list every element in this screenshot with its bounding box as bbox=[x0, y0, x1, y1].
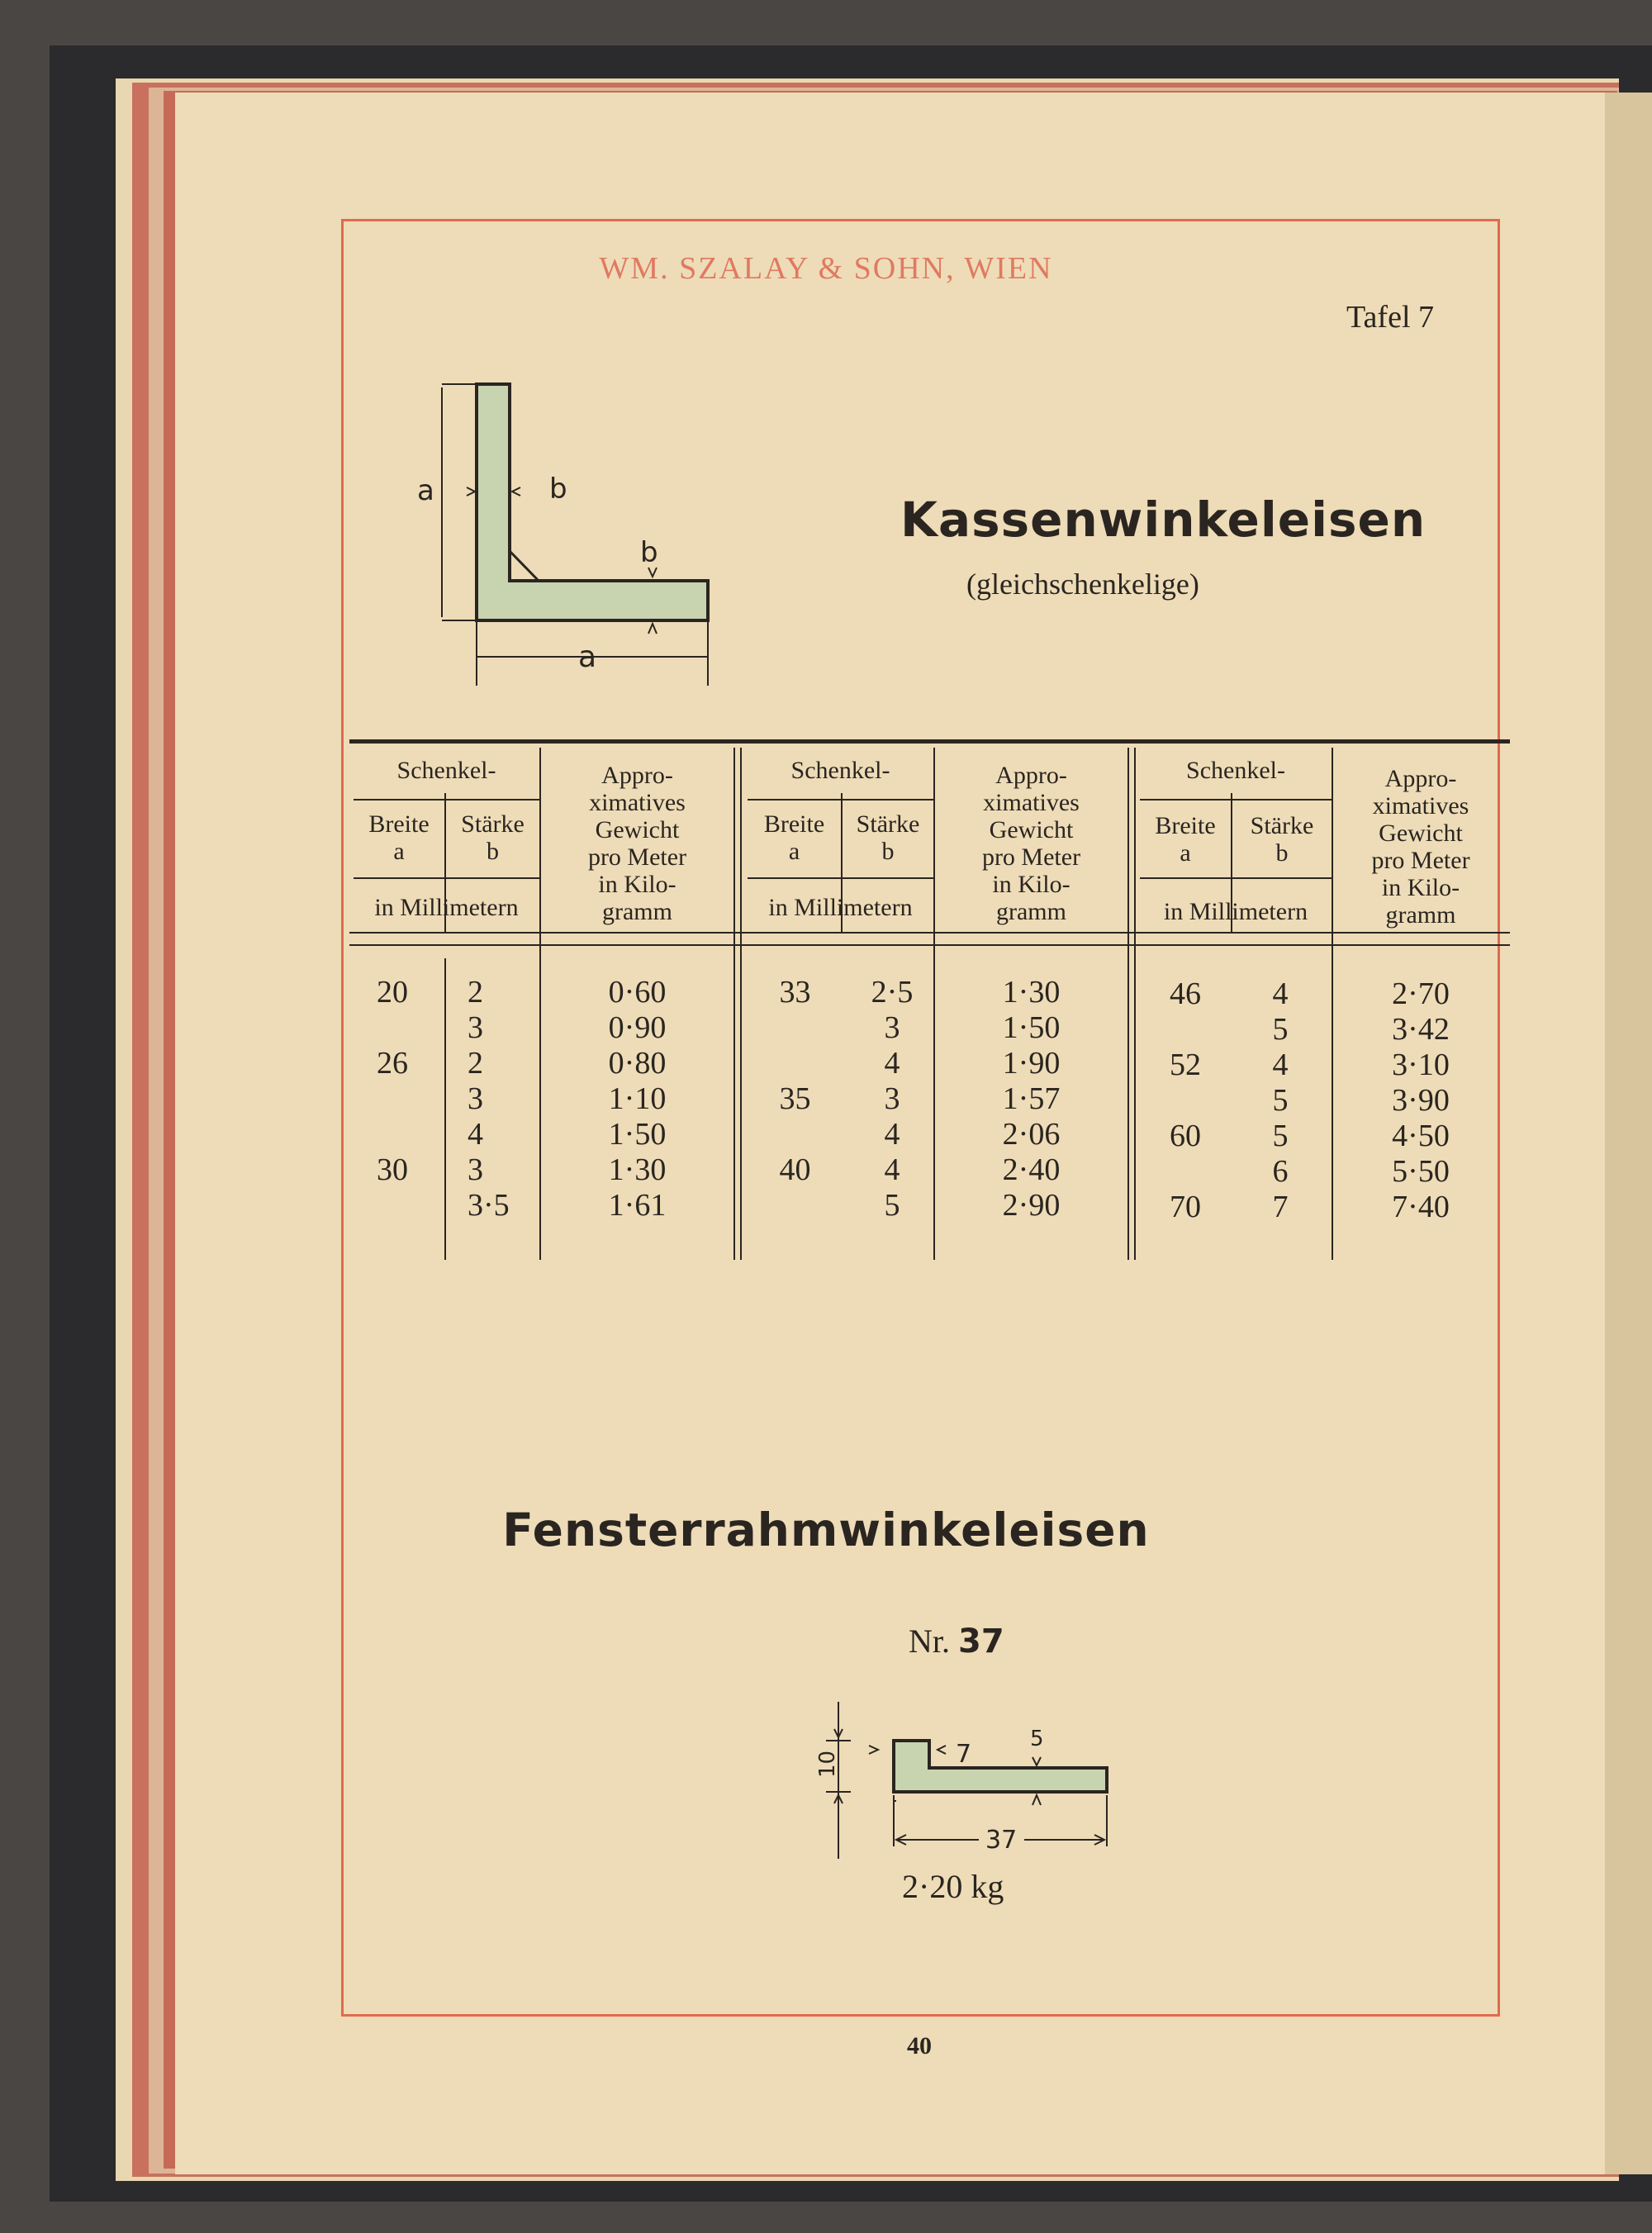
section-subtitle: (gleichschenkelige) bbox=[966, 568, 1199, 601]
page-number: 40 bbox=[907, 2032, 932, 2060]
profile-number: Nr. 37 bbox=[909, 1622, 1004, 1660]
diagram-label-width: 37 bbox=[985, 1826, 1018, 1855]
cell-weight: 1·57 bbox=[1002, 1081, 1061, 1116]
diagram-label-a: a bbox=[417, 474, 434, 507]
cell-weight: 0·90 bbox=[608, 1010, 667, 1045]
cell-weight: 3·10 bbox=[1392, 1048, 1450, 1082]
header-rule bbox=[1140, 877, 1332, 879]
firm-name: WM. SZALAY & SOHN, WIEN bbox=[599, 251, 1053, 286]
header-weight: Appro- ximatives Gewicht pro Meter in Kilo- gramm bbox=[587, 762, 687, 925]
profile-weight: 2·20 kg bbox=[902, 1868, 1004, 1905]
cell-weight: 7·40 bbox=[1392, 1190, 1450, 1224]
header-unit: in Millimetern bbox=[1163, 898, 1308, 925]
cell-staerke: 5 bbox=[1272, 1012, 1289, 1047]
group-divider bbox=[1134, 748, 1136, 1260]
cell-breite: 60 bbox=[1170, 1119, 1201, 1153]
cell-staerke: 5 bbox=[1272, 1083, 1289, 1118]
header-unit: in Millimetern bbox=[374, 894, 519, 921]
cell-staerke: 3·5 bbox=[468, 1188, 510, 1223]
cell-weight: 0·60 bbox=[608, 975, 667, 1010]
cell-staerke: 5 bbox=[884, 1188, 900, 1223]
cell-weight: 2·06 bbox=[1002, 1117, 1061, 1152]
cell-weight: 2·90 bbox=[1002, 1188, 1061, 1223]
cell-staerke: 4 bbox=[468, 1117, 483, 1152]
cell-weight: 1·50 bbox=[608, 1117, 667, 1152]
diagram-label-thickness: 5 bbox=[1030, 1727, 1044, 1751]
header-rule bbox=[354, 877, 539, 879]
cell-breite: 52 bbox=[1170, 1048, 1201, 1082]
cell-breite: 46 bbox=[1170, 976, 1201, 1011]
column-divider bbox=[444, 958, 446, 1260]
cell-weight: 0·80 bbox=[608, 1046, 667, 1081]
cell-weight: 1·90 bbox=[1002, 1046, 1061, 1081]
cell-weight: 2·70 bbox=[1392, 976, 1450, 1011]
cell-weight: 5·50 bbox=[1392, 1154, 1450, 1189]
cell-weight: 1·61 bbox=[608, 1188, 667, 1223]
header-breite: Breite bbox=[1155, 812, 1216, 839]
cell-weight: 1·50 bbox=[1002, 1010, 1061, 1045]
cell-breite: 35 bbox=[779, 1081, 811, 1116]
header-b: b bbox=[1275, 839, 1289, 867]
cell-breite: 30 bbox=[377, 1152, 408, 1187]
header-staerke: Stärke bbox=[1250, 812, 1314, 839]
header-schenkel: Schenkel- bbox=[1186, 757, 1285, 784]
cell-breite: 26 bbox=[377, 1046, 408, 1081]
header-a: a bbox=[788, 838, 800, 865]
table-top-rule bbox=[349, 739, 1510, 744]
cell-staerke: 3 bbox=[468, 1081, 483, 1116]
cell-staerke: 3 bbox=[468, 1152, 483, 1187]
diagram-label-b: b bbox=[549, 473, 567, 506]
header-schenkel: Schenkel- bbox=[396, 757, 496, 784]
table-header-rule bbox=[349, 944, 1510, 946]
table-header-rule bbox=[349, 932, 1510, 934]
cell-staerke: 3 bbox=[468, 1010, 483, 1045]
cell-staerke: 4 bbox=[884, 1046, 900, 1081]
cell-staerke: 5 bbox=[1272, 1119, 1289, 1153]
cell-staerke: 2·5 bbox=[871, 975, 914, 1010]
cell-weight: 3·42 bbox=[1392, 1012, 1450, 1047]
section-title: Kassenwinkeleisen bbox=[900, 492, 1427, 548]
cell-staerke: 2 bbox=[468, 1046, 483, 1081]
header-b: b bbox=[881, 838, 895, 865]
angle-profile-shape bbox=[477, 384, 708, 620]
cell-staerke: 6 bbox=[1272, 1154, 1289, 1189]
header-a: a bbox=[393, 838, 405, 865]
cell-breite: 33 bbox=[779, 975, 811, 1010]
page-gutter bbox=[1605, 93, 1652, 2174]
window-frame-profile-shape bbox=[894, 1741, 1107, 1792]
group-divider bbox=[740, 748, 742, 1260]
cell-breite: 20 bbox=[377, 975, 408, 1010]
cell-staerke: 4 bbox=[884, 1117, 900, 1152]
cell-weight: 1·10 bbox=[608, 1081, 667, 1116]
cell-weight: 4·50 bbox=[1392, 1119, 1450, 1153]
header-staerke: Stärke bbox=[461, 810, 525, 838]
header-rule bbox=[1140, 799, 1332, 801]
plate-number: Tafel 7 bbox=[1346, 300, 1435, 335]
window-frame-profile-diagram bbox=[814, 1689, 1119, 1879]
header-breite: Breite bbox=[368, 810, 430, 838]
angle-profile-diagram bbox=[417, 376, 731, 698]
cell-weight: 3·90 bbox=[1392, 1083, 1450, 1118]
cell-staerke: 4 bbox=[1272, 976, 1289, 1011]
cell-staerke: 3 bbox=[884, 1081, 900, 1116]
header-weight: Appro- ximatives Gewicht pro Meter in Kilo- gramm bbox=[1371, 765, 1470, 929]
header-b: b bbox=[487, 838, 499, 865]
group-divider bbox=[733, 748, 735, 1260]
header-rule bbox=[748, 799, 933, 801]
diagram-label-a: a bbox=[578, 640, 597, 674]
header-a: a bbox=[1180, 839, 1191, 867]
diagram-label-thickness: 7 bbox=[956, 1740, 972, 1769]
cell-weight: 1·30 bbox=[608, 1152, 667, 1187]
diagram-label-height: 10 bbox=[815, 1750, 840, 1778]
header-weight: Appro- ximatives Gewicht pro Meter in Kilo- gramm bbox=[981, 762, 1081, 925]
header-schenkel: Schenkel- bbox=[790, 757, 890, 784]
header-staerke: Stärke bbox=[856, 810, 920, 838]
diagram-label-b: b bbox=[640, 536, 658, 569]
header-unit: in Millimetern bbox=[768, 894, 913, 921]
cell-staerke: 4 bbox=[1272, 1048, 1289, 1082]
header-breite: Breite bbox=[763, 810, 825, 838]
cell-staerke: 3 bbox=[884, 1010, 900, 1045]
cell-breite: 70 bbox=[1170, 1190, 1201, 1224]
section-title: Fensterrahmwinkeleisen bbox=[502, 1504, 1150, 1556]
cell-breite: 40 bbox=[779, 1152, 811, 1187]
group-divider bbox=[1127, 748, 1129, 1260]
cell-staerke: 4 bbox=[884, 1152, 900, 1187]
cell-weight: 1·30 bbox=[1002, 975, 1061, 1010]
cell-staerke: 2 bbox=[468, 975, 483, 1010]
cell-staerke: 7 bbox=[1272, 1190, 1289, 1224]
cell-weight: 2·40 bbox=[1002, 1152, 1061, 1187]
header-rule bbox=[354, 799, 539, 801]
header-rule bbox=[748, 877, 933, 879]
